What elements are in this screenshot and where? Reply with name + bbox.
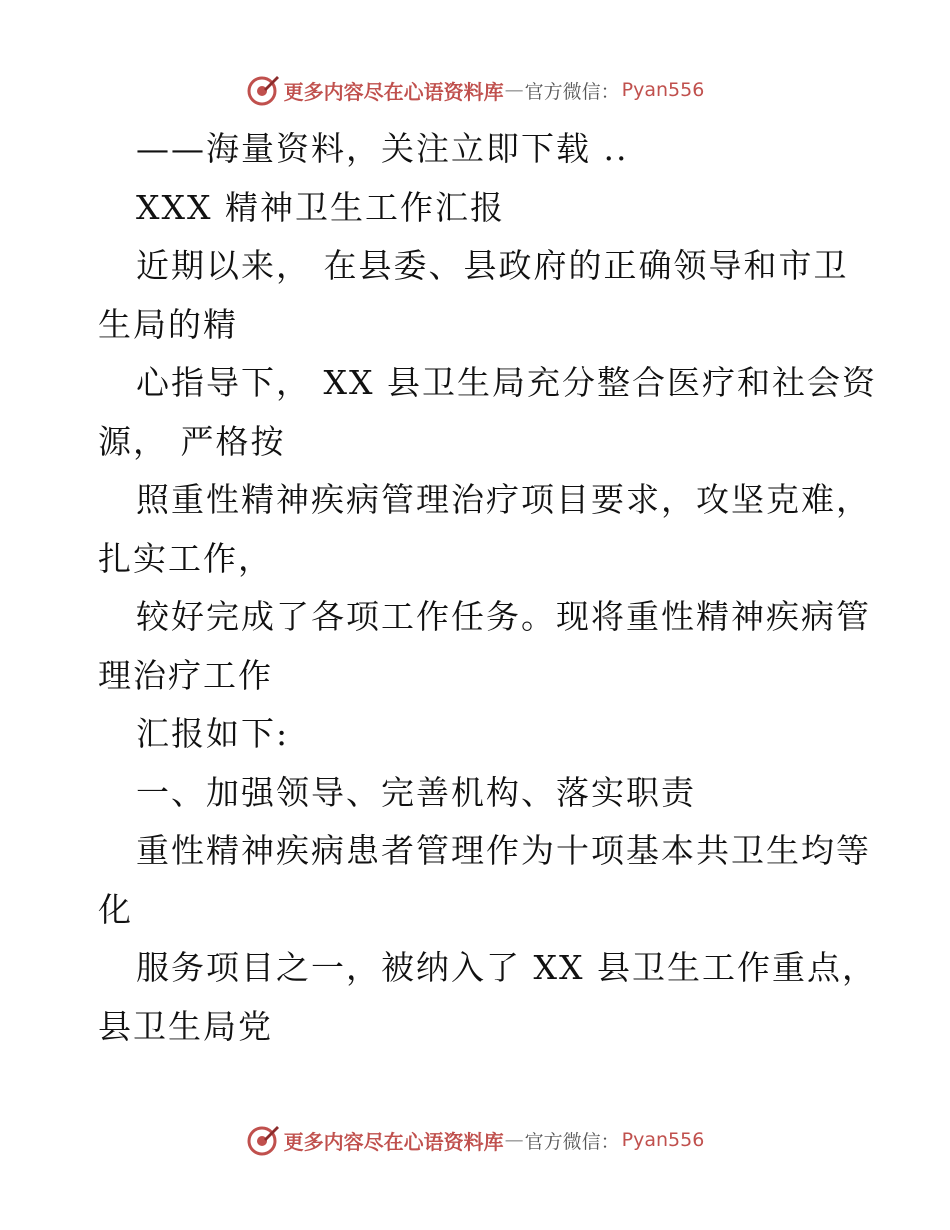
doc-line: 照重性精神疾病管理治疗项目要求，攻坚克难， (136, 480, 871, 519)
banner-wechat-id: Pyan556 (621, 1129, 705, 1151)
doc-line: 服务项目之一，被纳入了 XX 县卫生工作重点， (136, 948, 877, 987)
doc-line: 理治疗工作 (98, 655, 273, 695)
footer-banner (0, 1120, 950, 1160)
doc-line: ——海量资料，关注立即下载 .. (136, 129, 629, 168)
doc-line: 近期以来， 在县委、县政府的正确领导和市卫 (136, 246, 849, 285)
header-banner (0, 70, 950, 110)
doc-line: 重性精神疾病患者管理作为十项基本共卫生均等 (136, 831, 871, 870)
doc-line: 汇报如下: (136, 714, 290, 753)
doc-line: 源， 严格按 (98, 421, 286, 461)
banner-title: 更多内容尽在心语资料库 (283, 1129, 504, 1154)
banner-wechat-id: Pyan556 (621, 79, 705, 101)
doc-line: 较好完成了各项工作任务。现将重性精神疾病管 (136, 597, 871, 636)
doc-line: 心指导下， XX 县卫生局充分整合医疗和社会资 (136, 363, 877, 402)
pen-logo-icon (246, 73, 280, 107)
doc-line: 县卫生局党 (98, 1006, 273, 1046)
banner-wechat-label: 官方微信： (524, 1130, 620, 1153)
doc-line: 扎实工作， (98, 538, 273, 578)
doc-line: 化 (98, 889, 133, 929)
document-body (98, 120, 877, 1056)
banner-title: 更多内容尽在心语资料库 (283, 79, 504, 104)
banner-separator: — (504, 79, 524, 101)
pen-logo-icon (246, 1123, 280, 1157)
section-heading: 一、加强领导、完善机构、落实职责 (136, 772, 696, 812)
doc-line: 生局的精 (98, 304, 238, 344)
banner-wechat-label: 官方微信： (524, 80, 620, 103)
banner-separator: — (504, 1129, 524, 1151)
doc-title: XXX 精神卫生工作汇报 (136, 187, 505, 227)
